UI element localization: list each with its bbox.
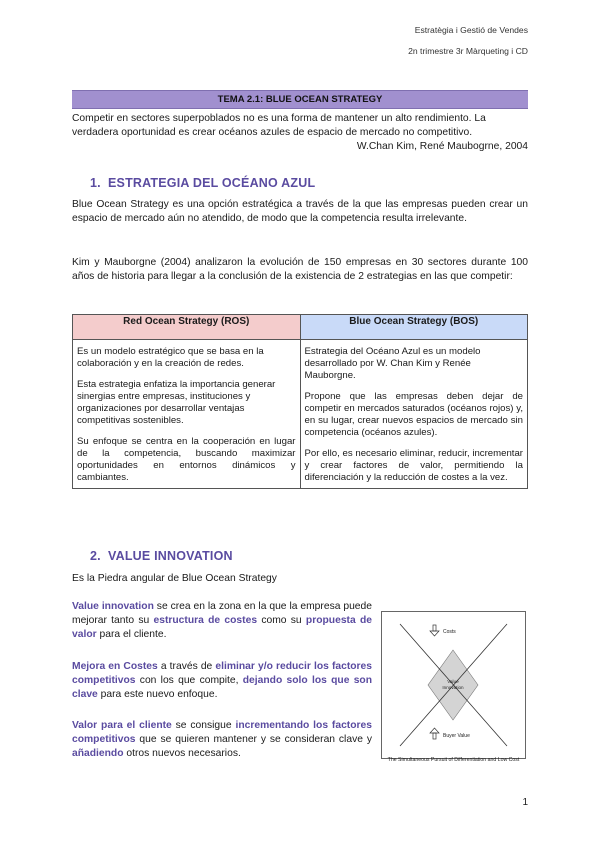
- intro-quote: Competir en sectores superpoblados no es una forma de mantener un alto rendimiento. La verdadera oportunidad es crear océanos azules de espacio de mercado no competitivo.: [72, 113, 486, 138]
- ros-cell: [73, 340, 301, 489]
- bos-paragraph: Estrategia del Océano Azul es un modelo desarrollado por W. Chan Kim y Renée Mauborgne.: [304, 346, 481, 381]
- section-1-title: ESTRATEGIA DEL OCÉANO AZUL: [108, 176, 316, 190]
- section-1-number: 1.: [90, 176, 101, 190]
- value-innovation-paragraph: [72, 600, 372, 642]
- section-1-heading: [90, 176, 315, 190]
- innovation-label: Innovation: [442, 685, 464, 690]
- strategy-comparison-table: [72, 314, 528, 489]
- value-innovation-diagram: [382, 612, 525, 758]
- section-2-intro: Es la Piedra angular de Blue Ocean Strategy: [72, 573, 277, 584]
- section-2-title: VALUE INNOVATION: [108, 549, 233, 563]
- highlight: incrementando los factores competitivos: [72, 720, 372, 745]
- text: se crea en la zona en la que la empresa puede mejorar tanto su: [72, 601, 372, 626]
- text: otros nuevos necesarios.: [123, 748, 241, 759]
- cost-improvement-paragraph: [72, 660, 372, 702]
- course-term: 2n trimestre 3r Màrqueting i CD: [408, 46, 528, 56]
- text: para el cliente.: [96, 629, 167, 640]
- bos-header: Blue Ocean Strategy (BOS): [300, 315, 528, 340]
- course-title: Estratègia i Gestió de Vendes: [414, 25, 528, 35]
- highlight: añadiendo: [72, 748, 124, 759]
- ros-paragraph: Es un modelo estratégico que se basa en la colaboración y en la creación de redes.: [77, 346, 264, 369]
- section-1-paragraph-1: Blue Ocean Strategy es una opción estratégica a través de la que las empresas pueden crear un espacio de mercado aún no atendido, de modo que la competencia resulta irrelevante.: [72, 199, 528, 224]
- highlight: dejando solo los que son clave: [72, 675, 372, 700]
- section-1-paragraph-2: Kim y Mauborgne (2004) analizaron la evolución de 150 empresas en 30 sectores durante 100 años de historia para llegar a la conclusión de la existencia de 2 estrategias en las que competir:: [72, 257, 528, 282]
- figure-caption: The Simultaneous Pursuit of Differentiation and Low Cost: [387, 757, 520, 763]
- intro-attribution: W.Chan Kim, René Maubogrne, 2004: [356, 141, 528, 152]
- highlight: estructura de costes: [153, 615, 258, 626]
- value-innovation-figure: [381, 611, 526, 759]
- value-label: Value: [447, 679, 459, 684]
- section-2-number: 2.: [90, 549, 101, 563]
- highlight: Valor para el cliente: [72, 720, 172, 731]
- text: con los que compite,: [135, 675, 243, 686]
- buyer-value-label: Buyer Value: [443, 733, 470, 739]
- ros-header: Red Ocean Strategy (ROS): [73, 315, 301, 340]
- table-row: [73, 340, 528, 489]
- ros-paragraph: Esta estrategia enfatiza la importancia generar sinergias entre empresas, instituciones y organizaciones por desarrollar ventajas competitivas sostenibles.: [77, 379, 276, 426]
- bos-paragraph: Por ello, es necesario eliminar, reducir, incrementar y crear factores de valor, permitiendo la diferenciación y la reducción de costes a la vez.: [304, 448, 523, 483]
- customer-value-paragraph: [72, 719, 372, 761]
- page-title: TEMA 2.1: BLUE OCEAN STRATEGY: [72, 90, 528, 109]
- text: se consigue: [171, 720, 236, 731]
- bos-cell: [300, 340, 528, 489]
- arrow-up-icon: [430, 728, 439, 739]
- text: para este nuevo enfoque.: [97, 689, 218, 700]
- table-header-row: [73, 315, 528, 340]
- highlight: eliminar y/o reducir los factores competitivos: [72, 661, 373, 686]
- bos-paragraph: Propone que las empresas deben dejar de competir en mercados saturados (océanos rojos) y, en su lugar, crear nuevos espacios de mercado sin competencia (océanos azules).: [304, 391, 523, 438]
- highlight: propuesta de valor: [72, 615, 372, 640]
- section-2-heading: [90, 549, 233, 563]
- costs-label: Costs: [443, 629, 456, 635]
- highlight: Value innovation: [72, 601, 154, 612]
- text: como su: [257, 615, 306, 626]
- ros-paragraph: Su enfoque se centra en la cooperación en lugar de la competencia, buscando maximizar oportunidades en entornos dinámicos y cambiantes.: [77, 436, 296, 483]
- text: a través de: [157, 661, 216, 672]
- arrow-down-icon: [430, 625, 439, 636]
- page-number: 1: [522, 797, 528, 808]
- text: que se quieren mantener y se consideran clave y: [135, 734, 372, 745]
- highlight: Mejora en Costes: [72, 661, 158, 672]
